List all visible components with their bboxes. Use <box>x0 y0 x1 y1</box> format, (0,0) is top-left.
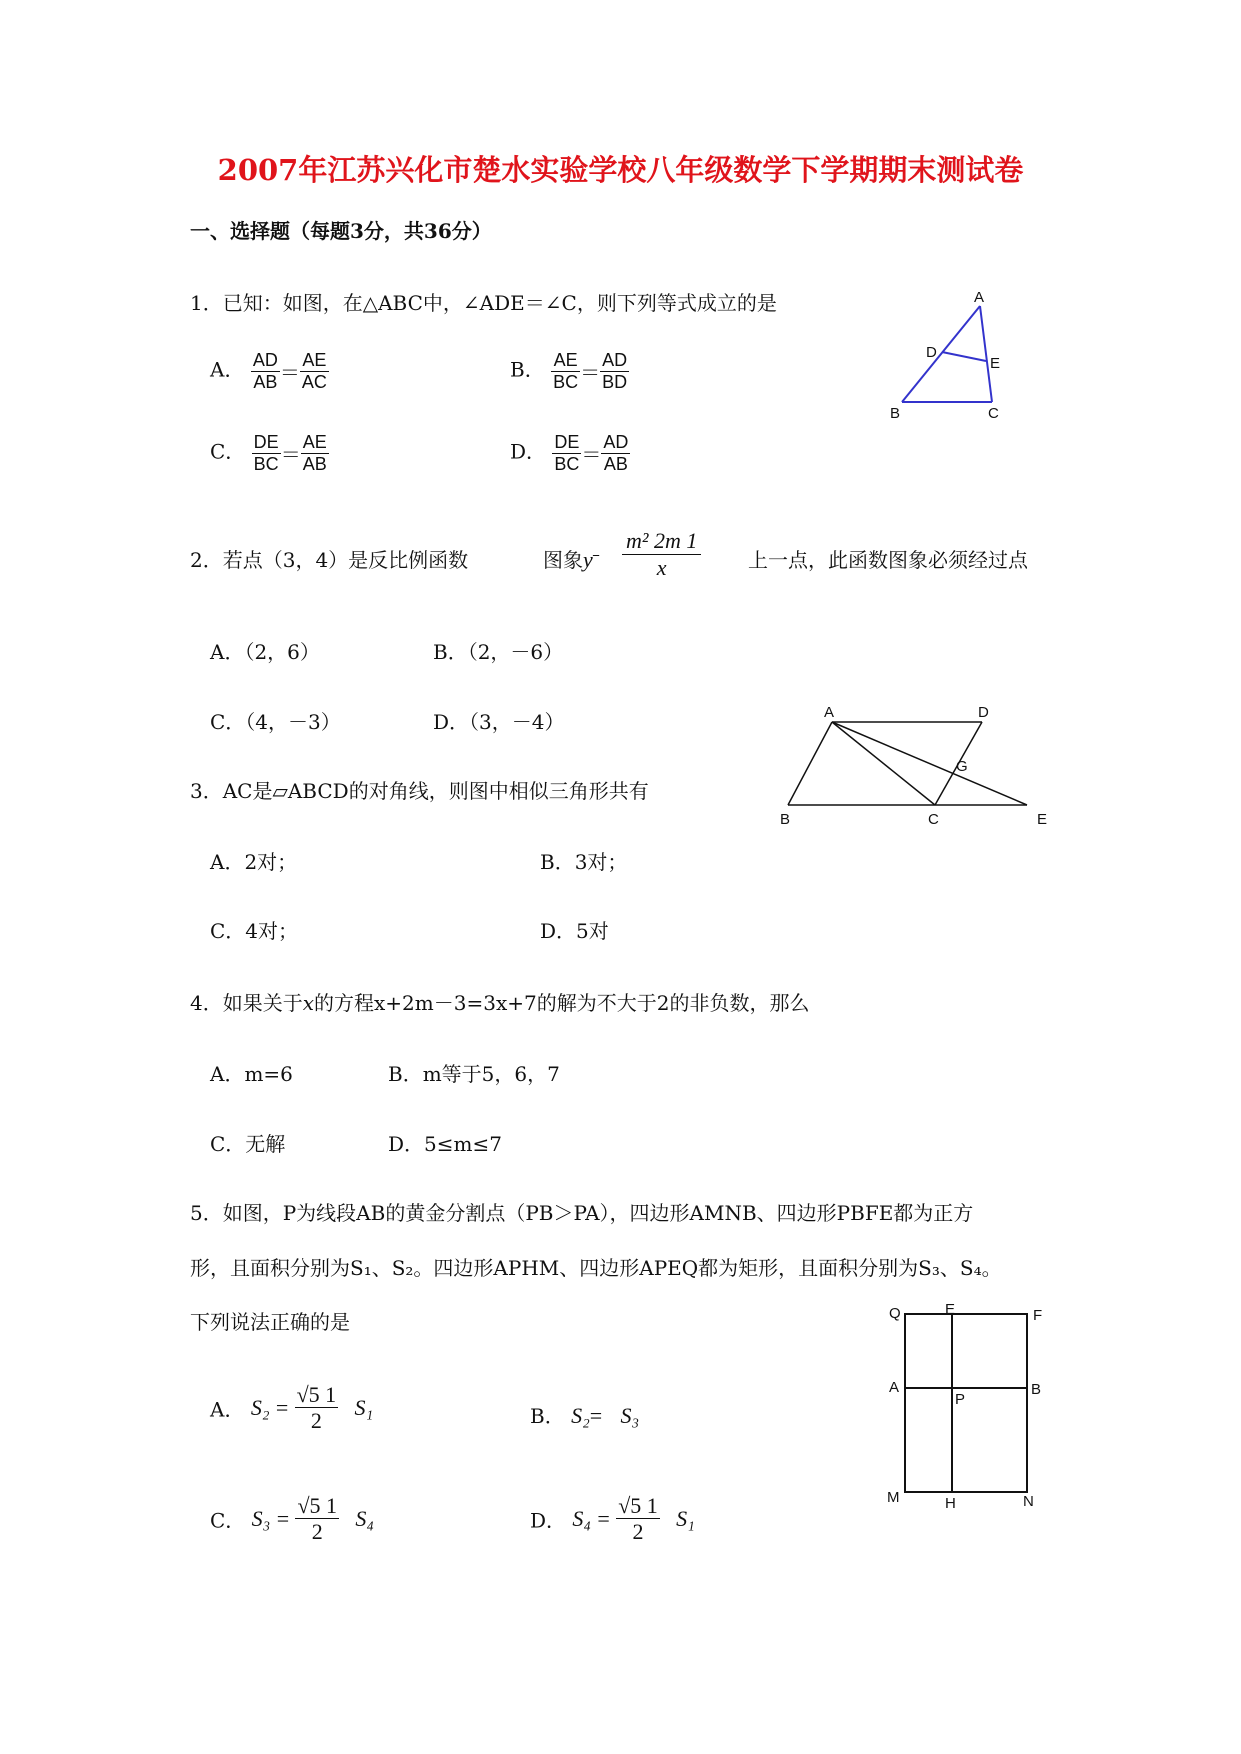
q2-option-c[interactable]: C．（4，－3） <box>210 710 341 734</box>
q1-option-d[interactable]: D． $\frac{DE}{BC}$ ＝ $\frac{AD}{AB}$ <box>510 432 629 474</box>
label-b: B <box>890 405 901 422</box>
q2-option-d[interactable]: D．（3，－4） <box>433 710 565 734</box>
outer-rectangle <box>905 1314 1027 1492</box>
label-a: A <box>824 704 835 721</box>
label-m: M <box>887 1489 900 1506</box>
q1-option-c[interactable]: C． $\frac{DE}{BC}$ ＝ $\frac{AE}{AB}$ <box>210 432 327 474</box>
label-g: G <box>956 758 968 775</box>
label-e: E <box>1037 811 1048 828</box>
fraction: $\frac{DE}{BC}$ <box>554 432 580 474</box>
label-e: E <box>990 355 1001 372</box>
fraction: $\frac{AD}{AB}$ <box>603 432 629 474</box>
q3-option-a[interactable]: A．2对； <box>210 850 298 874</box>
q1-stem: 1．已知：如图，在△ABC中，∠ADE＝∠C，则下列等式成立的是 <box>190 291 777 315</box>
line-ae <box>832 722 1027 805</box>
label-p: P <box>955 1391 966 1408</box>
q5-option-a[interactable]: A． S₂ = $\frac{√5 1}{2}$ S₁ <box>210 1382 374 1434</box>
fraction: $\frac{√5 1}{2}$ <box>618 1493 658 1545</box>
q4-option-c[interactable]: C．无解 <box>210 1132 286 1156</box>
fraction: $\frac{AE}{AC}$ <box>301 350 327 392</box>
fraction: $\frac{√5 1}{2}$ <box>297 1493 338 1545</box>
page-title: 2007年江苏兴化市楚水实验学校八年级数学下学期期末测试卷 <box>217 153 1024 187</box>
q2-stem-start: 2．若点（3，4）是反比例函数 <box>190 548 469 572</box>
q4-option-a[interactable]: A．m=6 <box>210 1062 293 1086</box>
q3-option-c[interactable]: C．4对； <box>210 919 299 943</box>
label-c: C <box>988 405 999 422</box>
q5-stem-line3: 下列说法正确的是 <box>190 1310 350 1334</box>
label-c: C <box>928 811 939 828</box>
q1-option-b[interactable]: B． $\frac{AE}{BC}$ ＝ $\frac{AD}{BD}$ <box>510 350 628 392</box>
diagonal-ac <box>832 722 935 805</box>
q5-option-d[interactable]: D． S₄ = $\frac{√5 1}{2}$ S₁ <box>530 1493 695 1545</box>
label-a: A <box>889 1379 900 1396</box>
fraction: $\frac{√5 1}{2}$ <box>296 1382 337 1434</box>
q5-rectangle-figure <box>875 1300 1055 1520</box>
q4-option-b[interactable]: B．m等于5，6，7 <box>388 1062 560 1086</box>
label-d: D <box>978 704 989 721</box>
q5-option-b[interactable]: B． S₂= S₃ <box>530 1403 640 1428</box>
fraction: $\frac{AE}{BC}$ <box>553 350 579 392</box>
label-e: E <box>945 1301 956 1318</box>
fraction: $\frac{AD}{AB}$ <box>252 350 278 392</box>
q2-option-a[interactable]: A．（2，6） <box>210 640 320 664</box>
q3-parallelogram-figure <box>770 700 1060 835</box>
q5-stem-line2: 形，且面积分别为S₁、S₂。四边形APHM、四边形APEQ都为矩形，且面积分别为S₃、S₄。 <box>190 1256 1002 1280</box>
label-a: A <box>974 290 985 306</box>
side-ab <box>788 722 832 805</box>
q2-option-b[interactable]: B．（2，－6） <box>433 640 564 664</box>
label-b: B <box>1031 1381 1042 1398</box>
side-ac <box>980 306 992 402</box>
q4-stem: 4．如果关于x的方程x+2m－3=3x+7的解为不大于2的非负数，那么 <box>190 991 810 1015</box>
fraction: $\frac{DE}{BC}$ <box>253 432 279 474</box>
q1-option-a[interactable]: A． $\frac{AD}{AB}$ ＝ $\frac{AE}{AC}$ <box>210 350 327 392</box>
q2-function-fraction: m² 2m 1 x <box>622 528 701 581</box>
q5-stem-line1: 5．如图，P为线段AB的黄金分割点（PB＞PA），四边形AMNB、四边形PBFE都为正方 <box>190 1201 974 1225</box>
q3-option-b[interactable]: B．3对； <box>540 850 628 874</box>
side-ab <box>902 306 980 402</box>
q2-stem-end: 上一点，此函数图象必须经过点 <box>748 548 1028 572</box>
q5-option-c[interactable]: C． S₃ = $\frac{√5 1}{2}$ S₄ <box>210 1493 375 1545</box>
q3-stem: 3．AC是▱ABCD的对角线，则图中相似三角形共有 <box>190 779 649 803</box>
section-heading: 一、选择题（每题3分，共36分） <box>190 219 492 243</box>
label-b: B <box>780 811 791 828</box>
label-h: H <box>945 1495 956 1512</box>
q2-stem-middle: 图象$y^ⲻ$ <box>543 547 600 572</box>
fraction: $\frac{AE}{AB}$ <box>302 432 327 474</box>
q4-option-d[interactable]: D．5≤m≤7 <box>388 1132 502 1156</box>
q1-triangle-figure <box>880 290 1020 425</box>
label-f: F <box>1033 1307 1043 1324</box>
q3-option-d[interactable]: D．5对 <box>540 919 609 943</box>
label-d: D <box>926 344 937 361</box>
segment-de <box>942 352 986 361</box>
label-q: Q <box>889 1305 901 1322</box>
label-n: N <box>1023 1493 1034 1510</box>
fraction: $\frac{AD}{BD}$ <box>602 350 628 392</box>
